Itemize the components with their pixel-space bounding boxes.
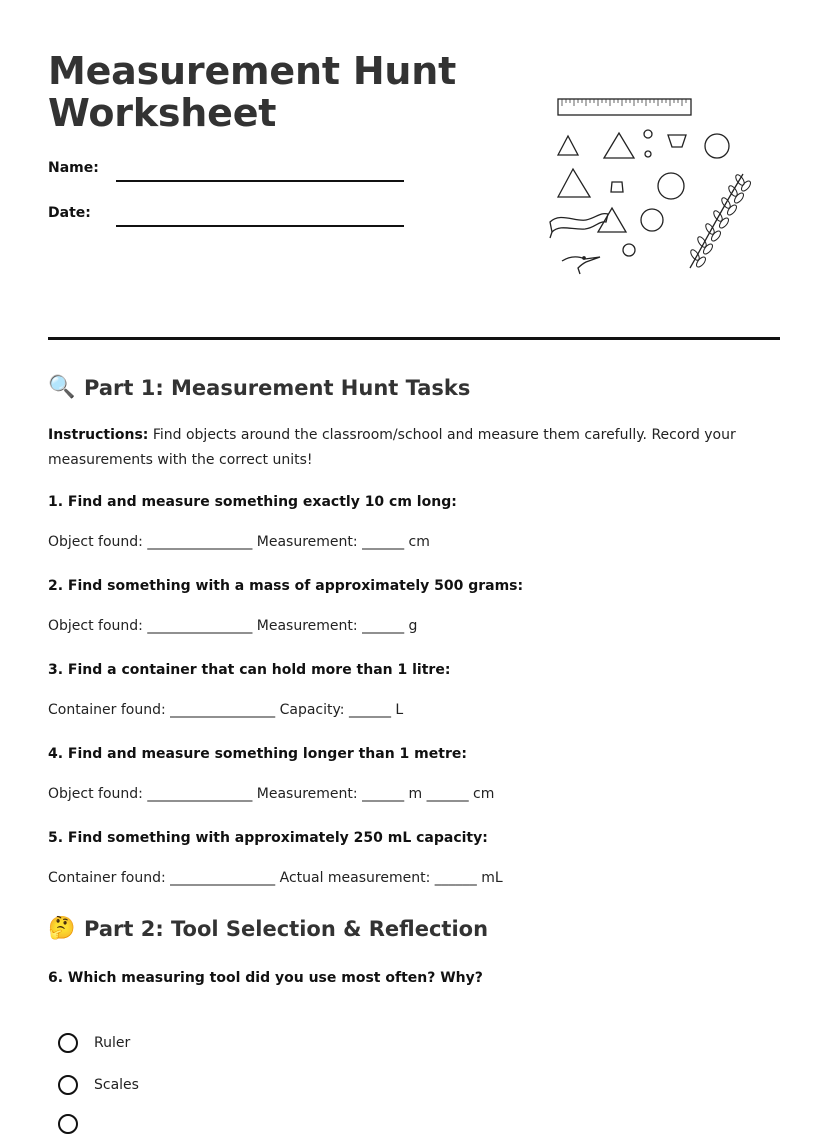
part1-heading [48, 375, 470, 400]
title-line-2: Worksheet [48, 91, 277, 135]
date-field[interactable] [116, 225, 404, 227]
worksheet-title [48, 50, 456, 134]
part1-heading-text: Part 1: Measurement Hunt Tasks [84, 375, 471, 400]
option-ruler[interactable] [58, 1033, 130, 1053]
title-line-1: Measurement Hunt [48, 49, 457, 93]
option-label: Scales [94, 1077, 139, 1093]
thinking-face-icon: 🤔 [48, 916, 76, 941]
radio-button[interactable] [58, 1075, 78, 1095]
question-3: 3. Find a container that can hold more than 1 litre: [48, 662, 451, 678]
magnifier-icon: 🔍 [48, 375, 76, 400]
answer-line-5[interactable]: Container found: _______________ Actual measurement: ______ mL [48, 870, 503, 886]
section-divider [48, 337, 780, 340]
part2-heading [48, 916, 488, 941]
option-label: Ruler [94, 1035, 131, 1051]
option-partial[interactable] [58, 1114, 94, 1134]
radio-button[interactable] [58, 1114, 78, 1134]
instructions [48, 423, 748, 473]
part2-heading-text: Part 2: Tool Selection & Reflection [84, 916, 489, 941]
radio-button[interactable] [58, 1033, 78, 1053]
question-2: 2. Find something with a mass of approximately 500 grams: [48, 578, 524, 594]
measurement-tools-clipart-icon [540, 92, 760, 277]
date-label: Date: [48, 205, 91, 221]
option-scales[interactable] [58, 1075, 139, 1095]
question-6: 6. Which measuring tool did you use most often? Why? [48, 970, 483, 986]
instructions-label: Instructions: [48, 427, 149, 443]
answer-line-3[interactable]: Container found: _______________ Capacity: ______ L [48, 702, 404, 718]
name-field[interactable] [116, 180, 404, 182]
question-4: 4. Find and measure something longer than 1 metre: [48, 746, 467, 762]
question-5: 5. Find something with approximately 250 mL capacity: [48, 830, 488, 846]
answer-line-2[interactable]: Object found: _______________ Measurement: ______ g [48, 618, 418, 634]
name-label: Name: [48, 160, 99, 176]
question-1: 1. Find and measure something exactly 10 cm long: [48, 494, 457, 510]
answer-line-1[interactable]: Object found: _______________ Measurement: ______ cm [48, 534, 430, 550]
instructions-text: Find objects around the classroom/school and measure them carefully. Record your measurements with the correct units! [48, 427, 736, 468]
answer-line-4[interactable]: Object found: _______________ Measurement: ______ m ______ cm [48, 786, 495, 802]
